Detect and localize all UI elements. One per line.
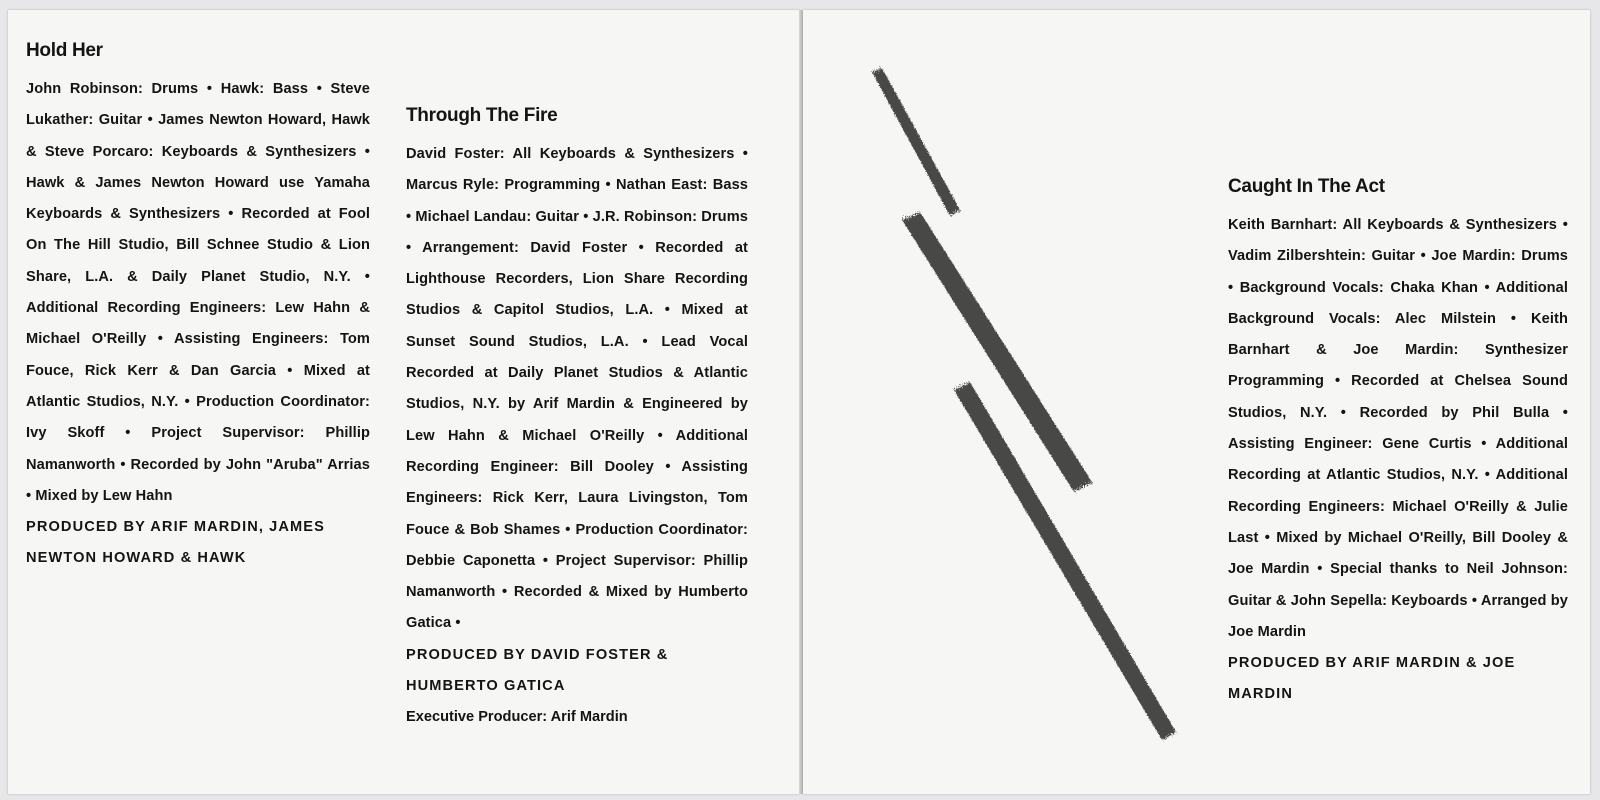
credits-text: John Robinson: Drums • Hawk: Bass • Steve Lukather: Guitar • James Newton Howard, Hawk & Steve Porcaro: Keyboards & Synthesizers • Hawk & James Newton Howard use Yamaha Keyboards & Synthesizers • Recorded at Fool On The Hill Studio, Bill Schnee Studio & Lion Share, L.A. & Daily Planet Studio, N.Y. • Additional Recording Engineers: Lew Hahn & Michael O'Reilly • Assisting Engineers: Tom Fouce, Rick Kerr & Dan Garcia • Mixed at Atlantic Studios, N.Y. • Production Coordinator: Ivy Skoff • Project Supervisor: Phillip Namanworth • Recorded by John "Aruba" Arrias • Mixed by Lew Hahn [26,81,370,504]
section-caught-in-the-act [1228,176,1568,711]
brush-stroke [954,382,1176,740]
produced-by: PRODUCED BY ARIF MARDIN & JOE MARDIN [1228,655,1516,703]
brush-stroke-graphic [860,60,1190,760]
section-through-the-fire [406,105,748,734]
section-title: Through The Fire [406,105,558,126]
produced-by: PRODUCED BY ARIF MARDIN, JAMES NEWTON HOWARD & HAWK [26,519,325,567]
section-hold-her [26,40,370,575]
section-title: Hold Her [26,40,103,61]
executive-producer: Executive Producer: Arif Mardin [406,709,628,726]
section-title: Caught In The Act [1228,176,1385,197]
credits-text: Keith Barnhart: All Keyboards & Synthesizers • Vadim Zilbershtein: Guitar • Joe Mardin: Drums • Background Vocals: Chaka Khan • Additional Background Vocals: Alec Milstein • Keith Barnhart & Joe Mardin: Synthesizer Programming • Recorded at Chelsea Sound Studios, N.Y. • Recorded by Phil Bulla • Assisting Engineer: Gene Curtis • Additional Recording at Atlantic Studios, N.Y. • Additional Recording Engineers: Michael O'Reilly & Julie Last • Mixed by Michael O'Reilly, Bill Dooley & Joe Mardin • Special thanks to Neil Johnson: Guitar & John Sepella: Keyboards • Arranged by Joe Mardin [1228,217,1568,640]
credits-text: David Foster: All Keyboards & Synthesizers • Marcus Ryle: Programming • Nathan East: Bass • Michael Landau: Guitar • J.R. Robinson: Drums • Arrangement: David Foster • Recorded at Lighthouse Recorders, Lion Share Recording Studios & Capitol Studios, L.A. • Mixed at Sunset Sound Studios, L.A. • Lead Vocal Recorded at Daily Planet Studios & Atlantic Studios, N.Y. by Arif Mardin & Engineered by Lew Hahn & Michael O'Reilly • Additional Recording Engineer: Bill Dooley • Assisting Engineers: Rick Kerr, Laura Livingston, Tom Fouce & Bob Shames • Production Coordinator: Debbie Caponetta • Project Supervisor: Phillip Namanworth • Recorded & Mixed by Humberto Gatica • [406,146,748,632]
produced-by: PRODUCED BY DAVID FOSTER & HUMBERTO GATICA [406,646,669,695]
brush-stroke [872,68,960,216]
